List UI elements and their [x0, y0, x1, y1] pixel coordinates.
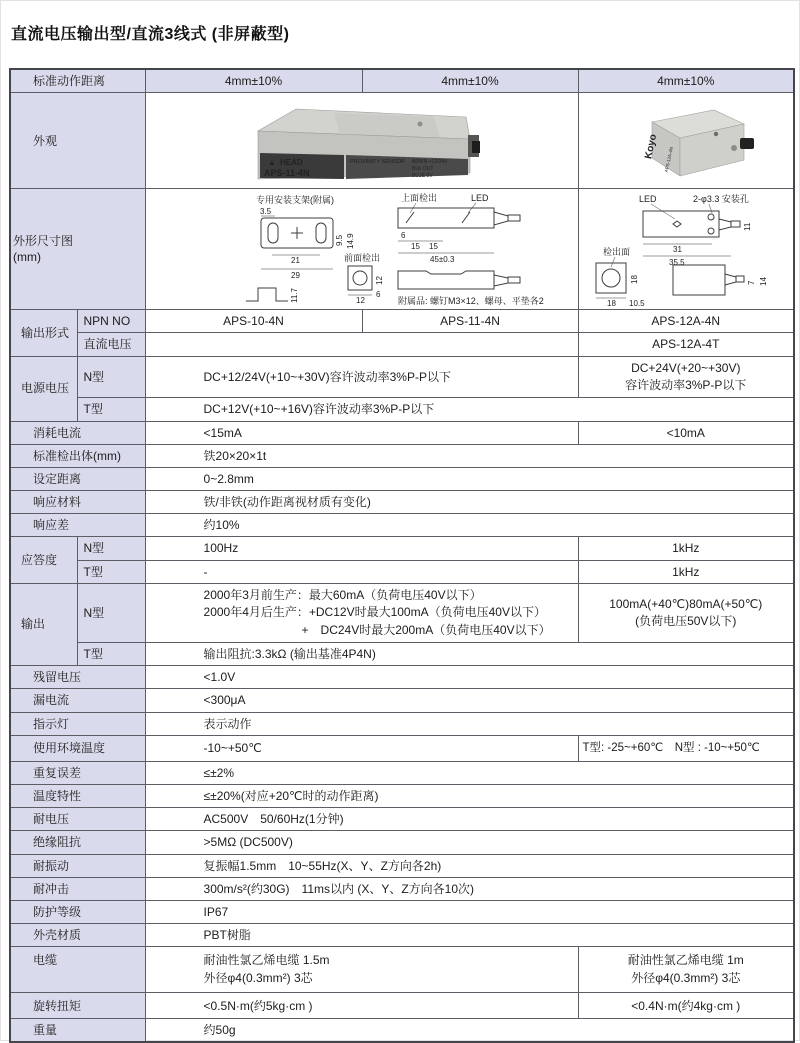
ambient-col3-value: T型: -25~+60℃ N型 : -10~+50℃: [578, 735, 794, 761]
output-t-value: 输出阻抗:3.3kΩ (输出基准4P4N): [145, 643, 794, 666]
dim-12-height: 12: [374, 276, 384, 286]
sublabel-power-t: T型: [77, 398, 145, 421]
row-label-repeat-err: 重复误差: [10, 761, 145, 784]
row-label-withstand: 耐电压: [10, 808, 145, 831]
photo-wire2-label: BLK OUT: [411, 165, 433, 172]
consumption-main-value: <15mA: [145, 421, 578, 444]
photo-model-label: APS-11-4N: [263, 167, 310, 178]
dim-6: 6: [400, 231, 405, 241]
row-set-distance: [10, 467, 794, 490]
dimension-drawing-cell-left: [145, 189, 578, 310]
photo-wire1-label: BRWN +12/24V: [411, 158, 447, 165]
response-n-col3-value: 1kHz: [578, 537, 794, 560]
front-detect-label: 前面检出: [343, 253, 380, 264]
row-label-power: 电源电压: [10, 356, 77, 421]
output-n-col3-line2: (负荷电压50V以下): [635, 613, 737, 628]
top-detect-label: 上面检出: [400, 193, 437, 204]
distance-value-3: 4mm±10%: [578, 69, 794, 93]
photo-head-label: HEAD: [279, 157, 303, 167]
repeat-err-value: ≤±2%: [145, 761, 794, 784]
row-label-cable: 电缆: [10, 947, 145, 993]
row-label-temp-char: 温度特性: [10, 784, 145, 807]
dimension-drawing-rectangular: [148, 191, 578, 307]
appearance-photo-cell-right: [578, 93, 794, 189]
sensor-photo-cube: [618, 98, 754, 184]
row-std-object: [10, 444, 794, 467]
photo-wire3-label: BLUE 0V: [411, 172, 433, 179]
sublabel-power-n: N型: [77, 356, 145, 398]
dim-14-9: 14.9: [345, 233, 355, 250]
row-label-vibration: 耐振动: [10, 854, 145, 877]
insulation-value: >5MΩ (DC500V): [145, 831, 794, 854]
cable-main-value: [145, 947, 578, 993]
row-label-hysteresis: 响应差: [10, 514, 145, 537]
row-label-residual: 残留电压: [10, 666, 145, 689]
withstand-value: AC500V 50/60Hz(1分钟): [145, 808, 794, 831]
dimension-drawing-cube: [581, 191, 793, 307]
row-residual: [10, 666, 794, 689]
row-output-n: [10, 583, 794, 642]
dim-29: 29: [290, 271, 300, 281]
row-response-t: [10, 560, 794, 583]
response-t-col3-value: 1kHz: [578, 560, 794, 583]
led-label-left: LED: [470, 193, 489, 204]
housing-value: PBT树脂: [145, 924, 794, 947]
row-insulation: [10, 831, 794, 854]
dim-45: 45±0.3: [429, 255, 454, 265]
row-label-insulation: 绝缘阻抗: [10, 831, 145, 854]
row-label-protection: 防护等级: [10, 900, 145, 923]
dim-7: 7: [746, 280, 756, 286]
row-power-n: [10, 356, 794, 398]
dimension-drawing-cell-right: [578, 189, 794, 310]
temp-char-value: ≤±20%(对应+20℃时的动作距离): [145, 784, 794, 807]
model-aps-11-4n: APS-11-4N: [362, 310, 578, 333]
shock-value: 300m/s²(约30G) 11ms以内 (X、Y、Z方向各10次): [145, 877, 794, 900]
power-n-col3-line2: 容许波动率3%P-P以下: [625, 377, 747, 392]
row-shock: [10, 877, 794, 900]
material-value: 铁/非铁(动作距离视材质有变化): [145, 491, 794, 514]
row-repeat-err: [10, 761, 794, 784]
sensor-photo-rectangular: [244, 97, 480, 185]
row-label-consumption: 消耗电流: [10, 421, 145, 444]
row-label-dimensions: [10, 189, 145, 310]
photo-proximity-label: PROXIMITY SENSOR: [349, 158, 405, 165]
led-label-right: LED: [638, 194, 657, 205]
row-ambient: [10, 735, 794, 761]
sublabel-output-t: T型: [77, 643, 145, 666]
indicator-value: 表示动作: [145, 712, 794, 735]
row-distance: [10, 69, 794, 93]
row-material: [10, 491, 794, 514]
row-label-ambient: 使用环境温度: [10, 735, 145, 761]
row-leakage: [10, 689, 794, 712]
power-n-col3-value: [578, 356, 794, 398]
row-label-weight: 重量: [10, 1019, 145, 1043]
sublabel-dc-voltage: 直流电压: [77, 333, 145, 356]
row-vibration: [10, 854, 794, 877]
row-label-appearance: 外观: [10, 93, 145, 189]
row-label-housing: 外壳材质: [10, 924, 145, 947]
ambient-main-value: -10~+50℃: [145, 735, 578, 761]
bracket-title-label: 专用安装支架(附属): [255, 195, 334, 206]
row-torque: [10, 993, 794, 1019]
row-label-std-object: 标准检出体(mm): [10, 444, 145, 467]
dim-21: 21: [290, 256, 300, 266]
mount-holes-label: 2-φ3.3 安装孔: [692, 194, 749, 205]
accessories-note: 附属品: 螺钉M3×12、螺母、平垫各2: [397, 296, 544, 307]
sublabel-response-t: T型: [77, 560, 145, 583]
row-housing: [10, 924, 794, 947]
appearance-photo-cell-left: [145, 93, 578, 189]
row-output-t: [10, 643, 794, 666]
dim-12-width: 12: [355, 296, 365, 306]
row-label-torque: 旋转扭矩: [10, 993, 145, 1019]
power-n-col3-line1: DC+24V(+20~+30V): [631, 360, 741, 375]
row-label-shock: 耐冲击: [10, 877, 145, 900]
power-n-main-value: DC+12/24V(+10~+30V)容许波动率3%P-P以下: [145, 356, 578, 398]
dim-15b: 15: [428, 242, 438, 252]
model-aps-10-4n: APS-10-4N: [145, 310, 362, 333]
sublabel-output-n: N型: [77, 583, 145, 642]
dim-11-7: 11.7: [289, 288, 299, 304]
row-hysteresis: [10, 514, 794, 537]
dimensions-label-line1: 外形尺寸图: [13, 234, 74, 248]
photo-head-arrow: ▲: [267, 157, 276, 167]
dim-9-5: 9.5: [334, 235, 344, 247]
row-cable: [10, 947, 794, 993]
vibration-value: 复振幅1.5mm 10~55Hz(X、Y、Z方向各2h): [145, 854, 794, 877]
residual-value: <1.0V: [145, 666, 794, 689]
dim-18-horiz: 18: [606, 299, 616, 308]
distance-value-1: 4mm±10%: [145, 69, 362, 93]
output-n-line1: 2000年3月前生产：最大60mA（负荷电压40V以下）: [203, 587, 482, 602]
protection-value: IP67: [145, 900, 794, 923]
output-n-col3-value: [578, 583, 794, 642]
page-title: 直流电压输出型/直流3线式 (非屏蔽型): [11, 26, 290, 43]
photo-cube-model-label: APS-12A-4N: [663, 146, 674, 173]
photo-brand-label: Koyo: [642, 132, 659, 160]
row-label-response: 应答度: [10, 537, 77, 583]
sublabel-response-n: N型: [77, 537, 145, 560]
output-n-col3-line1: 100mA(+40℃)80mA(+50℃): [609, 596, 763, 611]
row-output-type-dc: [10, 333, 794, 356]
row-label-set-distance: 设定距离: [10, 467, 145, 490]
set-distance-value: 0~2.8mm: [145, 467, 794, 490]
dim-18-vert: 18: [629, 275, 639, 285]
cable-col3-value: [578, 947, 794, 993]
hysteresis-value: 约10%: [145, 514, 794, 537]
row-dimensions: [10, 189, 794, 310]
output-n-line3: + DC24V时最大200mA（负荷电压40V以下）: [301, 622, 551, 637]
dim-14: 14: [758, 277, 768, 287]
std-object-value: 铁20×20×1t: [145, 444, 794, 467]
sublabel-npn-no: NPN NO: [77, 310, 145, 333]
row-power-t: [10, 398, 794, 421]
response-n-main-value: 100Hz: [145, 537, 578, 560]
torque-main-value: <0.5N·m(约5kg·cm ): [145, 993, 578, 1019]
dim-15a: 15: [410, 242, 420, 252]
dim-35-5: 35.5: [668, 258, 685, 268]
row-label-material: 响应材料: [10, 491, 145, 514]
model-empty-cell: [145, 333, 578, 356]
row-label-output: 输出: [10, 583, 77, 665]
row-withstand: [10, 808, 794, 831]
dim-6-small: 6: [375, 290, 380, 300]
weight-value: 约50g: [145, 1019, 794, 1043]
row-label-output-type: 输出形式: [10, 310, 77, 356]
dim-3-5: 3.5: [259, 207, 271, 217]
torque-col3-value: <0.4N·m(约4kg·cm ): [578, 993, 794, 1019]
row-appearance: [10, 93, 794, 189]
distance-value-2: 4mm±10%: [362, 69, 578, 93]
row-label-leakage: 漏电流: [10, 689, 145, 712]
row-consumption: [10, 421, 794, 444]
model-aps-12a-4n: APS-12A-4N: [578, 310, 794, 333]
output-n-line2: 2000年4月后生产：+DC12V时最大100mA（负荷电压40V以下）: [203, 605, 546, 620]
leakage-value: <300μA: [145, 689, 794, 712]
dim-10-5: 10.5: [628, 299, 645, 308]
dim-11-right: 11: [742, 222, 752, 232]
cable-main-line1: 耐油性氯乙烯电缆 1.5m: [203, 953, 330, 968]
dimensions-label-line2: (mm): [13, 250, 41, 265]
output-n-main-value: [145, 583, 578, 642]
row-label-distance: 标准动作距离: [10, 69, 145, 93]
detect-face-label: 检出面: [602, 247, 630, 258]
row-label-indicator: 指示灯: [10, 712, 145, 735]
spec-table: [9, 68, 795, 1043]
response-t-main-value: -: [145, 560, 578, 583]
dim-31: 31: [672, 245, 682, 255]
row-weight: [10, 1019, 794, 1043]
row-protection: [10, 900, 794, 923]
row-temp-char: [10, 784, 794, 807]
row-output-type-npn: [10, 310, 794, 333]
model-aps-12a-4t: APS-12A-4T: [578, 333, 794, 356]
row-indicator: [10, 712, 794, 735]
consumption-col3-value: <10mA: [578, 421, 794, 444]
cable-col3-line1: 耐油性氯乙烯电缆 1m: [627, 953, 744, 968]
power-t-value: DC+12V(+10~+16V)容许波动率3%P-P以下: [145, 398, 794, 421]
row-response-n: [10, 537, 794, 560]
cable-main-line2: 外径φ4(0.3mm²) 3芯: [203, 970, 313, 985]
cable-col3-line2: 外径φ4(0.3mm²) 3芯: [631, 970, 741, 985]
